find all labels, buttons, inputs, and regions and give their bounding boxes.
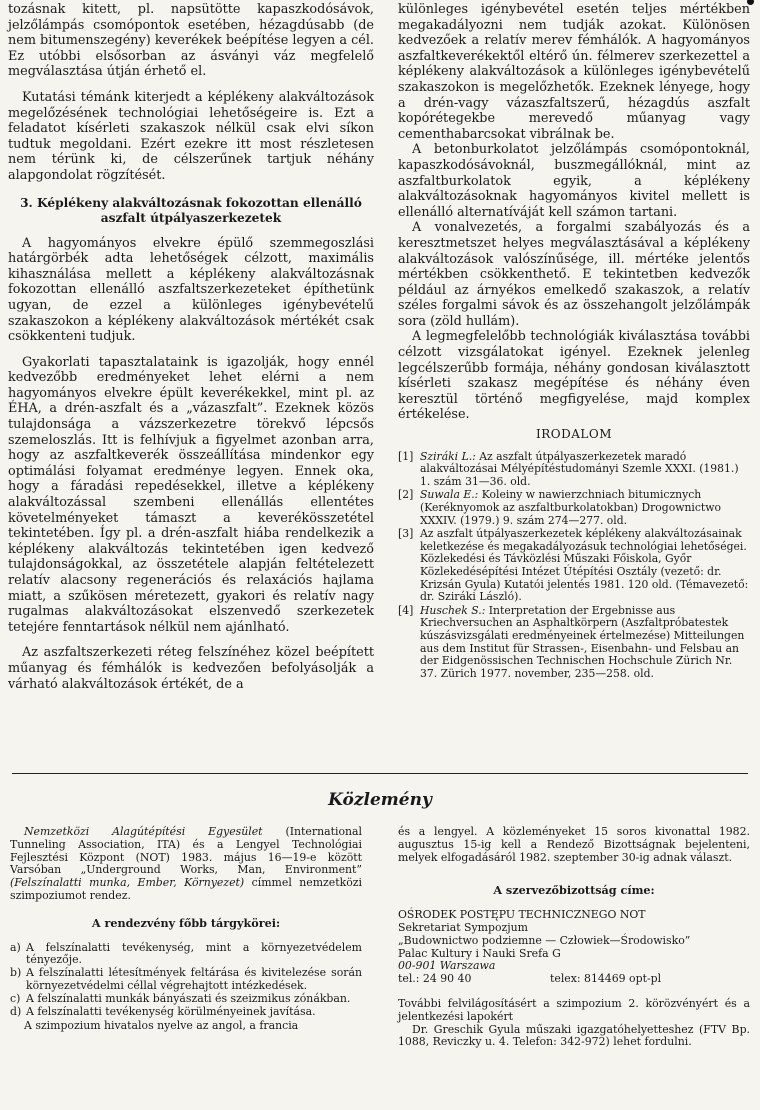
- reference-item: [398, 528, 750, 604]
- topic-text: A felszínalatti létesítmények feltárása és kivitelezése során környezetvédelmi céllal végrehajtott intézkedések.: [26, 966, 362, 992]
- reference-body: Az aszfalt útpályaszerkezetek maradó alakváltozásai Mélyépítéstudományi Szemle XXXI. (1981.) 1. szám 31—36. old.: [420, 449, 739, 488]
- topic-text: A felszínalatti tevékenység körülményeinek javítása.: [26, 1004, 316, 1018]
- reference-body: Az aszfalt útpályaszerkezetek képlékeny alakváltozásainak keletkezése és megakadályozásuk technológiai lehetőségei. Közlekedési és Távközlési Műszaki Főiskola, Győr Közlekedésépítési Intézet Útépítési Osztály (vezető: dr. Krizsán Gyula) Kutatói jelentés 1981. 120 old. (Témavezető: dr. Sziráki László).: [420, 527, 749, 604]
- topic-mark: d): [10, 1004, 22, 1018]
- topic-item: [10, 1006, 362, 1019]
- left-paragraph-1: tozásnak kitett, pl. napsütötte kapaszkodósávok, jelzőlámpás csomópontok esetében, hézagdúsabb (de nem bitumenszegény) keverékek beépítése legyen a cél. Ez utóbbi elsősorban az ásványi váz megfelelő megválasztása útján érhető el.: [8, 2, 374, 80]
- intro-text: (International Tunneling Association, ITA) és a Lengyel Technológiai Fejlesztési Központ (NOT) 1983. május 16—19-e között Varsóban „Underground Works, Man, Environment”: [10, 825, 362, 877]
- reference-item: [398, 451, 750, 489]
- references-title: IRODALOM: [536, 427, 612, 442]
- telex-number: telex: 814469 opt-pl: [550, 972, 662, 986]
- reference-number: [1]: [398, 449, 414, 463]
- topic-text: A felszínalatti munkák bányászati és szeizmikus zónákban.: [26, 991, 351, 1005]
- reference-number: [2]: [398, 488, 414, 502]
- address-line: Sekretariat Sympozjum: [398, 920, 528, 934]
- topic-item: [10, 993, 362, 1006]
- right-paragraph-4: A legmegfelelőbb technológiák kiválasztása további célzott vizsgálatokat igényel. Ezeknek jelenleg legcélszerűbb formája, néhány gondosan kiválasztott kísérleti szakasz megépítése és néhány éven keresztül történő megfigyelése, majd komplex értékelése.: [398, 329, 750, 423]
- left-paragraph-5: Az aszfaltszerkezeti réteg felszínéhez közel beépített műanyag és fémhálók is kedvezően befolyásolják a várható alakváltozások értékét, de a: [8, 645, 374, 692]
- right-paragraph-2: A betonburkolatot jelzőlámpás csomópontoknál, kapaszkodósávoknál, buszmegállóknál, mint az aszfaltburkolatok egyik, a képlékeny alakváltozásoknak hagyományos kivitel mellett is ellenálló alternatíváját kell számon tartani.: [398, 142, 750, 220]
- reference-text: [420, 451, 750, 489]
- topic-text: A felszínalatti tevékenység, mint a környezetvédelem tényezője.: [26, 940, 362, 967]
- left-column: [8, 2, 374, 692]
- section-divider: [12, 773, 748, 774]
- info-contact: Dr. Greschik Gyula műszaki igazgatóhelyetteshez (FTV Bp. 1088, Reviczky u. 4. Telefon: 342-972) lehet fordulni.: [398, 1022, 750, 1049]
- reference-text: [420, 528, 750, 604]
- topic-item: [10, 967, 362, 993]
- address-line: OŚRODEK POSTĘPU TECHNICZNEGO NOT: [398, 908, 646, 922]
- reference-item: [398, 489, 750, 527]
- contact-row: [398, 973, 750, 986]
- intro-text-end: címmel nemzetközi szimpoziumot rendez.: [10, 876, 362, 902]
- reference-text: [420, 605, 750, 681]
- reference-number: [3]: [398, 527, 414, 541]
- section-heading: 3. Képlékeny alakváltozásnak fokozottan ellenálló aszfalt útpályaszerkezetek: [20, 195, 362, 225]
- reference-author: Huschek S.:: [420, 603, 486, 617]
- organizer-name: Nemzetközi Alagútépítési Egyesület: [24, 825, 263, 838]
- left-paragraph-4: Gyakorlati tapasztalataink is igazolják, hogy ennél kedvezőbb eredményeket lehet elérni a nem hagyományos elvekre épült keverékekkel, mint pl. az ÉHA, a drén-aszfalt és a „vázaszfalt”. Ezeknek közös tulajdonsága a vázszerkezetre törekvő lépcsős szemeloszlás. Itt is felhívjuk a figyelmet azonban arra, hogy az aszfaltkeverék összeállítása mindenkor egy optimálási folyamat eredménye legyen. Ennek oka, hogy a fáradási repedésekkel, illetve a képlékeny alakváltozással szembeni ellenállás ellentétes követelményeket támaszt a keverékösszetétel tekintetében. Így pl. a drén-aszfalt hiába rendelkezik a képlékeny alakváltozás tekintetében igen kedvező tulajdonságokkal, az összetétele alapján feltételezett relatív alacsony regenerációs és relaxációs hajlama miatt, a szűkösen méretezett, gyakori és relatív nagy rugalmas alakváltozásokat elszenvedő szerkezetek tetejére fenntartások nélkül nem ajánlható.: [8, 354, 374, 635]
- topic-item: [10, 942, 362, 968]
- topic-mark: c): [10, 991, 21, 1005]
- committee-title: A szervezőbizottság címe:: [493, 883, 655, 898]
- announcement-right-column: [398, 826, 750, 1049]
- left-paragraph-2: Kutatási témánk kiterjedt a képlékeny alakváltozások megelőzésének technológiai lehetőségeire is. Ezt a feladatot kísérleti szakaszok nélkül csak elvi síkon tudtuk megoldani. Ezért ezekre itt most részletesen nem térünk ki, de célszerűnek tartjuk néhány alapgondolat rögzítését.: [8, 89, 374, 183]
- address-city: 00-901 Warszawa: [398, 959, 496, 973]
- topic-mark: b): [10, 966, 22, 980]
- reference-number: [4]: [398, 603, 414, 617]
- topic-mark: a): [10, 940, 21, 954]
- phone-number: tel.: 24 90 40: [398, 972, 472, 986]
- reference-author: Suwala E.:: [420, 488, 479, 502]
- address-line: „Budownictwo podziemne — Człowiek—Środowisko”: [398, 933, 691, 947]
- info-text: További felvilágosításért a szimpozium 2. körözvényért és a jelentkezési lapokért: [398, 996, 750, 1023]
- language-text-continued: és a lengyel. A közleményeket 15 soros kivonattal 1982. augusztus 15-ig kell a Rendező Bizottságnak bejelenteni, melyek elfogadásáról 1982. szeptember 30-ig adnak választ.: [398, 825, 750, 864]
- announcement-intro: [10, 826, 362, 903]
- reference-item: [398, 605, 750, 681]
- right-paragraph-1: különleges igénybevétel esetén teljes mértékben megakadályozni nem tudják azokat. Különösen kedvezőek a relatív merev fémhálók. A hagyományos aszfaltkeverékektől eltérő ún. félmerev szerkezettel a képlékeny alakváltozások a különleges igénybevételű szakaszokon is megelőzhetők. Ezeknek lényege, hogy a drén-vagy vázaszfaltszerű, hézagdús aszfalt kopórétegekbe merevedő műanyag vagy cementhabarcsokat vibrálnak be.: [398, 2, 750, 142]
- committee-address: [398, 909, 750, 986]
- right-column: [398, 2, 750, 681]
- right-paragraph-3: A vonalvezetés, a forgalmi szabályozás és a keresztmetszet helyes megválasztásával a képlékeny alakváltozások valószínűsége, ill. mértéke jelentős mértékben csökkenthető. E tekintetben kedvezők például az árnyékos emelkedő szakaszok, a relatív széles forgalmi sávok és az összehangolt jelzőlámpák sora (zöld hullám).: [398, 220, 750, 329]
- references-list: [398, 451, 750, 681]
- reference-text: [420, 489, 750, 527]
- language-text: A szimpozium hivatalos nyelve az angol, a francia: [24, 1019, 299, 1033]
- reference-author: Sziráki L.:: [420, 449, 476, 463]
- announcement-title: Közlemény: [328, 790, 432, 810]
- address-line: Palac Kultury i Nauki Srefa G: [398, 946, 561, 960]
- title-translation: (Felszínalatti munka, Ember, Környezet): [10, 876, 245, 890]
- announcement-left-column: [10, 826, 362, 1033]
- reference-body: Koleiny w nawierzchniach bitumicznych (Keréknyomok az aszfaltburkolatokban) Drogownictwo XXXIV. (1979.) 9. szám 274—277. old.: [420, 488, 721, 527]
- reference-body: Interpretation der Ergebnisse aus Kriechversuchen an Asphaltkörpern (Aszfaltpróbatestek kúszásvizsgálati eredményeinek értelmezése) Mitteilungen aus dem Institut für Strassen-, Eisenbahn- und Felsbau an der Eidgenössischen Technischen Hochschule Zürich Nr. 37. Zürich 1977. november, 235—258. old.: [420, 603, 745, 680]
- left-paragraph-3: A hagyományos elvekre épülő szemmegoszlási határgörbék adta lehetőségek célzott, maximális kihasználása mellett a képlékeny alakváltozásnak fokozottan ellenálló aszfaltszerkezeteket építhetünk ugyan, de ezzel a különleges igénybevételű szakaszokon a képlékeny alakváltozások mértékét csak csökkenteni tudjuk.: [8, 235, 374, 345]
- topics-title: A rendezvény főbb tárgykörei:: [91, 915, 281, 930]
